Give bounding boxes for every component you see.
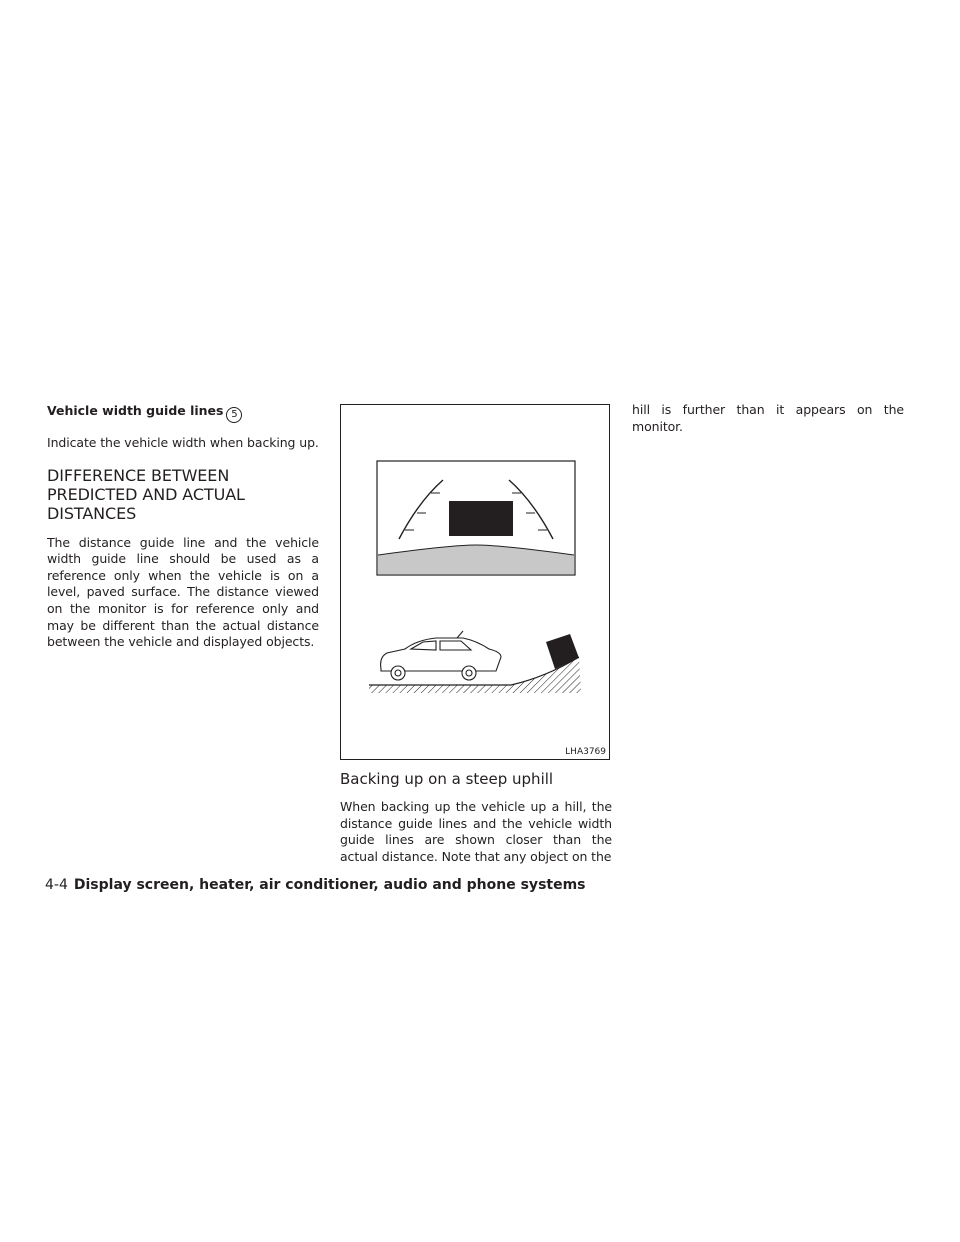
chapter-title: Display screen, heater, air conditioner, audio and phone systems (73, 877, 586, 893)
left-column (47, 402, 319, 665)
uphill-illustration (340, 404, 610, 760)
right-column (632, 402, 904, 449)
uphill-heading: Backing up on a steep uphill (340, 770, 554, 788)
subhead-text: Vehicle width guide lines (47, 403, 224, 418)
uphill-paragraph-continued: hill is further than it appears on the monitor. (632, 402, 904, 434)
page-footer (45, 877, 586, 893)
width-description: Indicate the vehicle width when backing up. (47, 435, 319, 450)
section-heading: DIFFERENCE BETWEEN PREDICTED AND ACTUAL DISTANCES (47, 465, 245, 523)
car-icon (381, 631, 501, 680)
figure-code: LHA3769 (565, 747, 606, 757)
callout-number-icon: 5 (226, 407, 242, 423)
object-on-screen (449, 501, 513, 536)
page-number: 4-4 (45, 877, 68, 893)
distance-reference-paragraph: The distance guide line and the vehicle width guide line should be used as a reference only when the vehicle is on a level, paved surface. The distance viewed on the monitor is for reference only and may be different than the actual distance between the vehicle and displayed objects. (47, 534, 319, 650)
vehicle-width-subhead (47, 402, 319, 423)
monitor-screen (377, 461, 575, 575)
uphill-paragraph: When backing up the vehicle up a hill, the distance guide lines and the vehicle width guide lines are shown closer than the actual distance. Note that any object on the (340, 799, 612, 864)
middle-column (340, 404, 612, 879)
illustration-graphic (341, 405, 611, 761)
